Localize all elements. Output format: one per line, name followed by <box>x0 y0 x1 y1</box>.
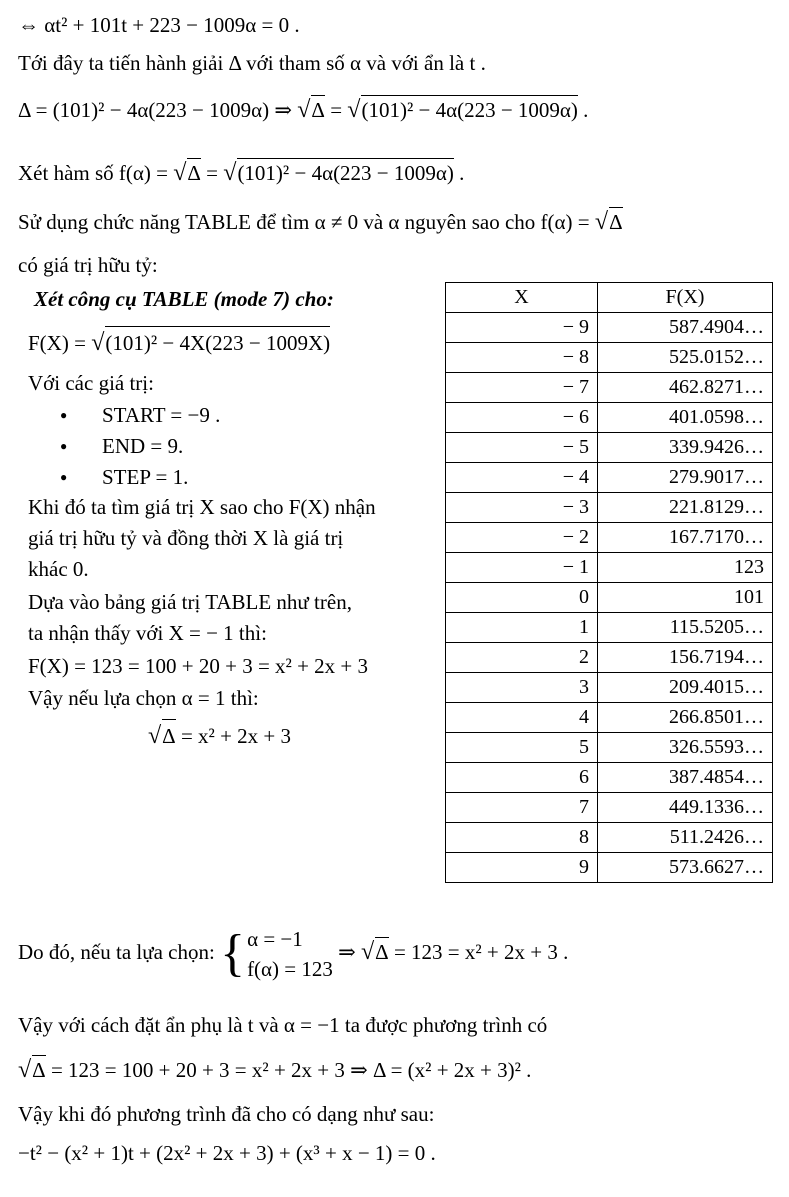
table-cell-fx: 115.5205… <box>598 613 773 643</box>
sqrt-icon: √ <box>347 97 361 123</box>
table-cell-x: 5 <box>446 733 598 763</box>
table-cell-x: 6 <box>446 763 598 793</box>
table-row <box>446 733 773 763</box>
equation-system <box>247 924 333 984</box>
table-usage-text: Sử dụng chức năng TABLE để tìm α ≠ 0 và α nguyên sao cho f(α) = <box>18 210 595 234</box>
table-row <box>446 373 773 403</box>
table-row <box>446 313 773 343</box>
paragraph-line: giá trị hữu tỷ và đồng thời X là giá trị <box>28 526 344 550</box>
rational-value-line: có giá trị hữu tỷ: <box>18 253 158 277</box>
table-values <box>445 282 773 883</box>
table-cell-x: 9 <box>446 853 598 883</box>
text-line-2: Tới đây ta tiến hành giải Δ với tham số α và với ẩn là t . <box>18 51 486 75</box>
column-header-x: X <box>446 283 598 313</box>
choice-root: Δ <box>375 937 389 965</box>
func-def-radicand: (101)² − 4α(223 − 1009α) <box>237 158 453 186</box>
table-cell-fx: 123 <box>598 553 773 583</box>
choice-line <box>18 924 568 984</box>
table-header-row <box>446 283 773 313</box>
sqrt-icon: √ <box>223 160 237 186</box>
table-cell-fx: 326.5593… <box>598 733 773 763</box>
sqrt-icon: √ <box>361 938 375 965</box>
with-values-label: Với các giá trị: <box>28 371 154 395</box>
function-definition <box>18 158 464 186</box>
delta-eq-radicand: (101)² − 4α(223 − 1009α) <box>361 95 577 123</box>
paragraph-line: F(X) = 123 = 100 + 20 + 3 = x² + 2x + 3 <box>28 654 369 678</box>
table-row <box>446 613 773 643</box>
table-cell-fx: 156.7194… <box>598 643 773 673</box>
column-header-fx: F(X) <box>598 283 773 313</box>
table-row <box>446 763 773 793</box>
table-cell-x: − 1 <box>446 553 598 583</box>
table-row <box>446 433 773 463</box>
delta-square-line <box>18 1055 531 1083</box>
list-item: ● STEP = 1. <box>60 462 220 493</box>
table-cell-x: 3 <box>446 673 598 703</box>
table-cell-fx: 525.0152… <box>598 343 773 373</box>
delta-square-rhs: = 123 = 100 + 20 + 3 = x² + 2x + 3 ⇒ Δ = (x² + 2x + 3)² . <box>45 1058 532 1082</box>
paragraph-line: Khi đó ta tìm giá trị X sao cho F(X) nhận <box>28 495 376 519</box>
sqrt-delta-rhs: = x² + 2x + 3 <box>175 724 292 748</box>
table-cell-fx: 339.9426… <box>598 433 773 463</box>
table-row <box>446 853 773 883</box>
table-cell-fx: 401.0598… <box>598 403 773 433</box>
table-row <box>446 403 773 433</box>
sqrt-icon: √ <box>18 1057 32 1083</box>
sqrt-delta-root: Δ <box>162 719 176 751</box>
table-cell-x: 7 <box>446 793 598 823</box>
paragraph-line: Dựa vào bảng giá trị TABLE như trên, <box>28 590 352 614</box>
table-function <box>28 326 330 358</box>
table-cell-fx: 279.9017… <box>598 463 773 493</box>
sqrt-icon: √ <box>148 723 162 749</box>
paragraph-line: Vậy nếu lựa chọn α = 1 thì: <box>28 686 259 710</box>
list-item: ● END = 9. <box>60 431 220 462</box>
table-row <box>446 463 773 493</box>
table-cell-x: − 7 <box>446 373 598 403</box>
table-usage-root: Δ <box>609 207 623 235</box>
parameter-list <box>60 400 220 493</box>
table-cell-fx: 167.7170… <box>598 523 773 553</box>
table-row <box>446 793 773 823</box>
table-cell-x: − 5 <box>446 433 598 463</box>
equation-line-1: ⇔ αt² + 101t + 223 − 1009α = 0 . <box>18 13 300 37</box>
sqrt-icon: √ <box>173 160 187 186</box>
table-function-label: F(X) = <box>28 331 92 355</box>
table-body <box>446 313 773 883</box>
table-cell-x: − 6 <box>446 403 598 433</box>
func-def-root: Δ <box>187 158 201 186</box>
delta-eq-end: . <box>577 98 589 122</box>
table-cell-fx: 387.4854… <box>598 763 773 793</box>
table-cell-fx: 101 <box>598 583 773 613</box>
table-usage-line <box>18 207 623 235</box>
table-row <box>446 343 773 373</box>
table-cell-x: 2 <box>446 643 598 673</box>
table-row <box>446 493 773 523</box>
table-cell-x: − 9 <box>446 313 598 343</box>
sqrt-delta-result <box>148 719 291 751</box>
delta-eq-part-a: Δ = (101)² − 4α(223 − 1009α) ⇒ <box>18 98 298 122</box>
table-row <box>446 523 773 553</box>
system-row: f(α) = 123 <box>247 957 333 981</box>
table-function-radicand: (101)² − 4X(223 − 1009X) <box>105 326 330 358</box>
table-cell-x: − 8 <box>446 343 598 373</box>
delta-eq-root: Δ <box>311 95 325 123</box>
table-cell-x: 4 <box>446 703 598 733</box>
table-cell-x: − 2 <box>446 523 598 553</box>
delta-square-root: Δ <box>32 1055 46 1083</box>
table-tool-heading: Xét công cụ TABLE (mode 7) cho: <box>34 287 334 311</box>
paragraph-line: khác 0. <box>28 557 89 581</box>
table-row <box>446 583 773 613</box>
table-cell-fx: 266.8501… <box>598 703 773 733</box>
table-row <box>446 643 773 673</box>
choice-intro: Do đó, nếu ta lựa chọn: <box>18 939 221 964</box>
table-row <box>446 703 773 733</box>
table-row <box>446 553 773 583</box>
table-row <box>446 673 773 703</box>
table-cell-fx: 462.8271… <box>598 373 773 403</box>
paragraph-line: ta nhận thấy với X = − 1 thì: <box>28 621 267 645</box>
substitution-line: Vậy với cách đặt ẩn phụ là t và α = −1 ta được phương trình có <box>18 1013 548 1037</box>
table-cell-x: 8 <box>446 823 598 853</box>
delta-eq-part-c: = <box>324 98 348 122</box>
table-cell-fx: 209.4015… <box>598 673 773 703</box>
table-cell-x: 0 <box>446 583 598 613</box>
system-row: α = −1 <box>247 927 303 951</box>
choice-result: = 123 = x² + 2x + 3 . <box>388 939 569 964</box>
table-cell-fx: 573.6627… <box>598 853 773 883</box>
table-cell-x: 1 <box>446 613 598 643</box>
form-intro-line: Vậy khi đó phương trình đã cho có dạng như sau: <box>18 1102 435 1126</box>
table-cell-x: − 4 <box>446 463 598 493</box>
table-cell-x: − 3 <box>446 493 598 523</box>
implies: ⇒ <box>332 939 361 964</box>
delta-equation <box>18 95 588 123</box>
func-def-end: . <box>453 161 465 185</box>
table-cell-fx: 449.1336… <box>598 793 773 823</box>
table-cell-fx: 587.4904… <box>598 313 773 343</box>
table-row <box>446 823 773 853</box>
func-def-part-c: = <box>200 161 224 185</box>
sqrt-icon: √ <box>297 97 311 123</box>
brace-icon: { <box>220 925 246 982</box>
func-def-part-a: Xét hàm số f(α) = <box>18 161 174 185</box>
sqrt-icon: √ <box>91 330 105 356</box>
sqrt-icon: √ <box>594 209 609 235</box>
final-equation: −t² − (x² + 1)t + (2x² + 2x + 3) + (x³ + x − 1) = 0 . <box>18 1141 436 1165</box>
list-item: ● START = −9 . <box>60 400 220 431</box>
table-cell-fx: 221.8129… <box>598 493 773 523</box>
table-cell-fx: 511.2426… <box>598 823 773 853</box>
